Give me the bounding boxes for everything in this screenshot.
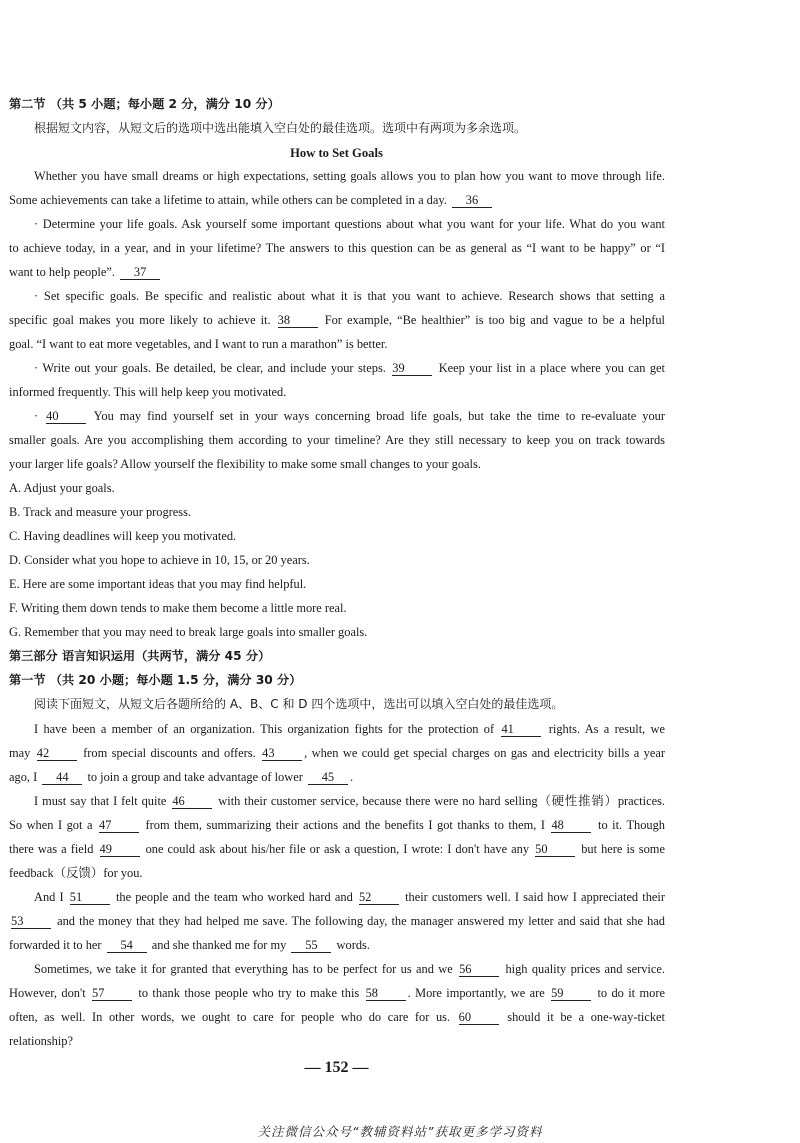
cloze-text: I must say that I felt quite — [34, 794, 167, 808]
section-2-instruction: 根据短文内容，从短文后的选项中选出能填入空白处的最佳选项。选项中有两项为多余选项。 — [34, 121, 527, 135]
cloze-text: to do it more — [597, 986, 665, 1000]
blank-38: 38 — [278, 314, 318, 328]
cloze-text: and she thanked me for my — [151, 938, 287, 952]
blank-41: 41 — [501, 723, 541, 737]
cloze-text: one could ask about his/her file or ask a question, I wrote: I don't have any — [145, 842, 530, 856]
blank-56: 56 — [459, 963, 499, 977]
option-d: D. Consider what you hope to achieve in 10, 15, or 20 years. — [9, 553, 310, 567]
passage-line: · Set specific goals. Be specific and realistic about what it is that you want to achieve. Research shows that setting a — [34, 289, 665, 303]
passage-text: Keep your list in a place where you can get — [438, 361, 665, 375]
cloze-text: However, don't — [9, 986, 86, 1000]
cloze-text: the people and the team who worked hard and — [115, 890, 353, 904]
cloze-text: rights. As a result, we — [548, 722, 666, 736]
cloze-text: . — [349, 770, 354, 784]
cloze-text: , when we could get special charges on gas and electricity bills a year — [304, 746, 665, 760]
blank-59: 59 — [551, 987, 591, 1001]
passage-line: Whether you have small dreams or high expectations, setting goals allows you to plan how you want to move through life. — [34, 169, 665, 183]
cloze-text: words. — [336, 938, 370, 952]
cloze-text: and the money that they had helped me save. The following day, the manager answered my letter and said that she had — [57, 914, 665, 928]
passage-text: specific goal makes you more likely to achieve it. — [9, 313, 271, 327]
passage-line: informed frequently. This will help keep you motivated. — [9, 385, 287, 399]
cloze-line — [9, 913, 665, 929]
cloze-line — [34, 961, 665, 977]
blank-52: 52 — [359, 891, 399, 905]
blank-47: 47 — [99, 819, 139, 833]
passage-line — [9, 264, 665, 280]
blank-43: 43 — [262, 747, 302, 761]
cloze-text: to join a group and take advantage of lower — [87, 770, 303, 784]
cloze-line: relationship? — [9, 1034, 73, 1048]
passage-text: For example, “Be healthier” is too big and vague to be a helpful — [324, 313, 665, 327]
blank-48: 48 — [551, 819, 591, 833]
blank-40: 40 — [46, 410, 86, 424]
cloze-line — [9, 841, 665, 857]
cloze-line — [34, 889, 665, 905]
cloze-line — [9, 745, 665, 761]
cloze-text: should it be a one-way-ticket — [507, 1010, 665, 1024]
passage-title: How to Set Goals — [290, 146, 383, 160]
passage-line — [34, 408, 665, 424]
passage-text: Some achievements can take a lifetime to attain, while others can be completed in a day. — [9, 193, 447, 207]
part-3-heading: 第三部分 语言知识运用（共两节，满分 45 分） — [9, 649, 271, 663]
cloze-text: with their customer service, because there were no hard selling（硬性推销）practices. — [218, 794, 665, 808]
cloze-text: but here is some — [581, 842, 665, 856]
blank-51: 51 — [70, 891, 110, 905]
cloze-line — [34, 793, 665, 809]
passage-text: want to help people”. — [9, 265, 115, 279]
passage-line: · Determine your life goals. Ask yourself some important questions about what you want for your life. What do you want — [34, 217, 665, 231]
cloze-text: from them, summarizing their actions and the benefits I got thanks to them, I — [145, 818, 545, 832]
cloze-text: may — [9, 746, 31, 760]
blank-57: 57 — [92, 987, 132, 1001]
cloze-text: I have been a member of an organization. This organization fights for the protection of — [34, 722, 495, 736]
passage-line: goal. “I want to eat more vegetables, and I want to run a marathon” is better. — [9, 337, 388, 351]
blank-53: 53 — [11, 915, 51, 929]
blank-37: 37 — [120, 266, 160, 280]
footer-note: 关注微信公众号“教辅资料站”获取更多学习资料 — [257, 1124, 543, 1139]
cloze-text: So when I got a — [9, 818, 93, 832]
blank-50: 50 — [535, 843, 575, 857]
blank-36: 36 — [452, 194, 492, 208]
passage-line: smaller goals. Are you accomplishing them according to your timeline? Are they still necessary to keep you on track towards — [9, 433, 665, 447]
cloze-line — [9, 985, 665, 1001]
blank-42: 42 — [37, 747, 77, 761]
cloze-text: ago, I — [9, 770, 38, 784]
cloze-text: to thank those people who try to make this — [138, 986, 360, 1000]
page-number: — 152 — — [304, 1059, 369, 1076]
cloze-text: there was a field — [9, 842, 94, 856]
passage-line: to achieve today, in a year, and in your lifetime? The answers to this question can be as general as “I want to be happy” or “I — [9, 241, 665, 255]
cloze-line: feedback（反馈）for you. — [9, 866, 143, 880]
option-f: F. Writing them down tends to make them become a little more real. — [9, 601, 347, 615]
cloze-text: often, as well. In other words, we ought to care for people who do care for us. — [9, 1010, 451, 1024]
cloze-text: their customers well. I said how I appreciated their — [405, 890, 665, 904]
cloze-line — [9, 1009, 665, 1025]
passage-line — [9, 192, 665, 208]
cloze-text: forwarded it to her — [9, 938, 102, 952]
blank-39: 39 — [392, 362, 432, 376]
cloze-line — [9, 769, 665, 785]
passage-text: You may find yourself set in your ways concerning broad life goals, but take the time to re-evaluate your — [93, 409, 665, 423]
passage-text: · Write out your goals. Be detailed, be clear, and include your steps. — [34, 361, 386, 375]
option-b: B. Track and measure your progress. — [9, 505, 192, 519]
cloze-line — [9, 937, 665, 953]
blank-45: 45 — [308, 771, 348, 785]
option-c: C. Having deadlines will keep you motivated. — [9, 529, 237, 543]
blank-55: 55 — [291, 939, 331, 953]
blank-49: 49 — [100, 843, 140, 857]
blank-54: 54 — [107, 939, 147, 953]
option-g: G. Remember that you may need to break large goals into smaller goals. — [9, 625, 368, 639]
option-e: E. Here are some important ideas that you may find helpful. — [9, 577, 307, 591]
passage-line: your larger life goals? Allow yourself the flexibility to make some small changes to your goals. — [9, 457, 481, 471]
option-a: A. Adjust your goals. — [9, 481, 115, 495]
cloze-text: high quality prices and service. — [505, 962, 665, 976]
blank-60: 60 — [459, 1011, 499, 1025]
part-3-instruction: 阅读下面短文，从短文后各题所给的 A、B、C 和 D 四个选项中，选出可以填入空白处的最佳选项。 — [34, 697, 564, 711]
part-3-section-1-heading: 第一节 （共 20 小题；每小题 1.5 分，满分 30 分） — [9, 673, 302, 687]
blank-58: 58 — [366, 987, 406, 1001]
cloze-text: Sometimes, we take it for granted that everything has to be perfect for us and we — [34, 962, 453, 976]
passage-line — [9, 312, 665, 328]
cloze-line — [9, 817, 665, 833]
cloze-text: to it. Though — [598, 818, 665, 832]
passage-line — [34, 360, 665, 376]
cloze-line — [34, 721, 665, 737]
blank-44: 44 — [42, 771, 82, 785]
cloze-text: from special discounts and offers. — [83, 746, 256, 760]
blank-46: 46 — [172, 795, 212, 809]
cloze-text: . More importantly, we are — [407, 986, 545, 1000]
cloze-text: And I — [34, 890, 64, 904]
section-2-heading: 第二节 （共 5 小题；每小题 2 分，满分 10 分） — [9, 97, 280, 111]
bullet-dot: · — [34, 409, 39, 423]
